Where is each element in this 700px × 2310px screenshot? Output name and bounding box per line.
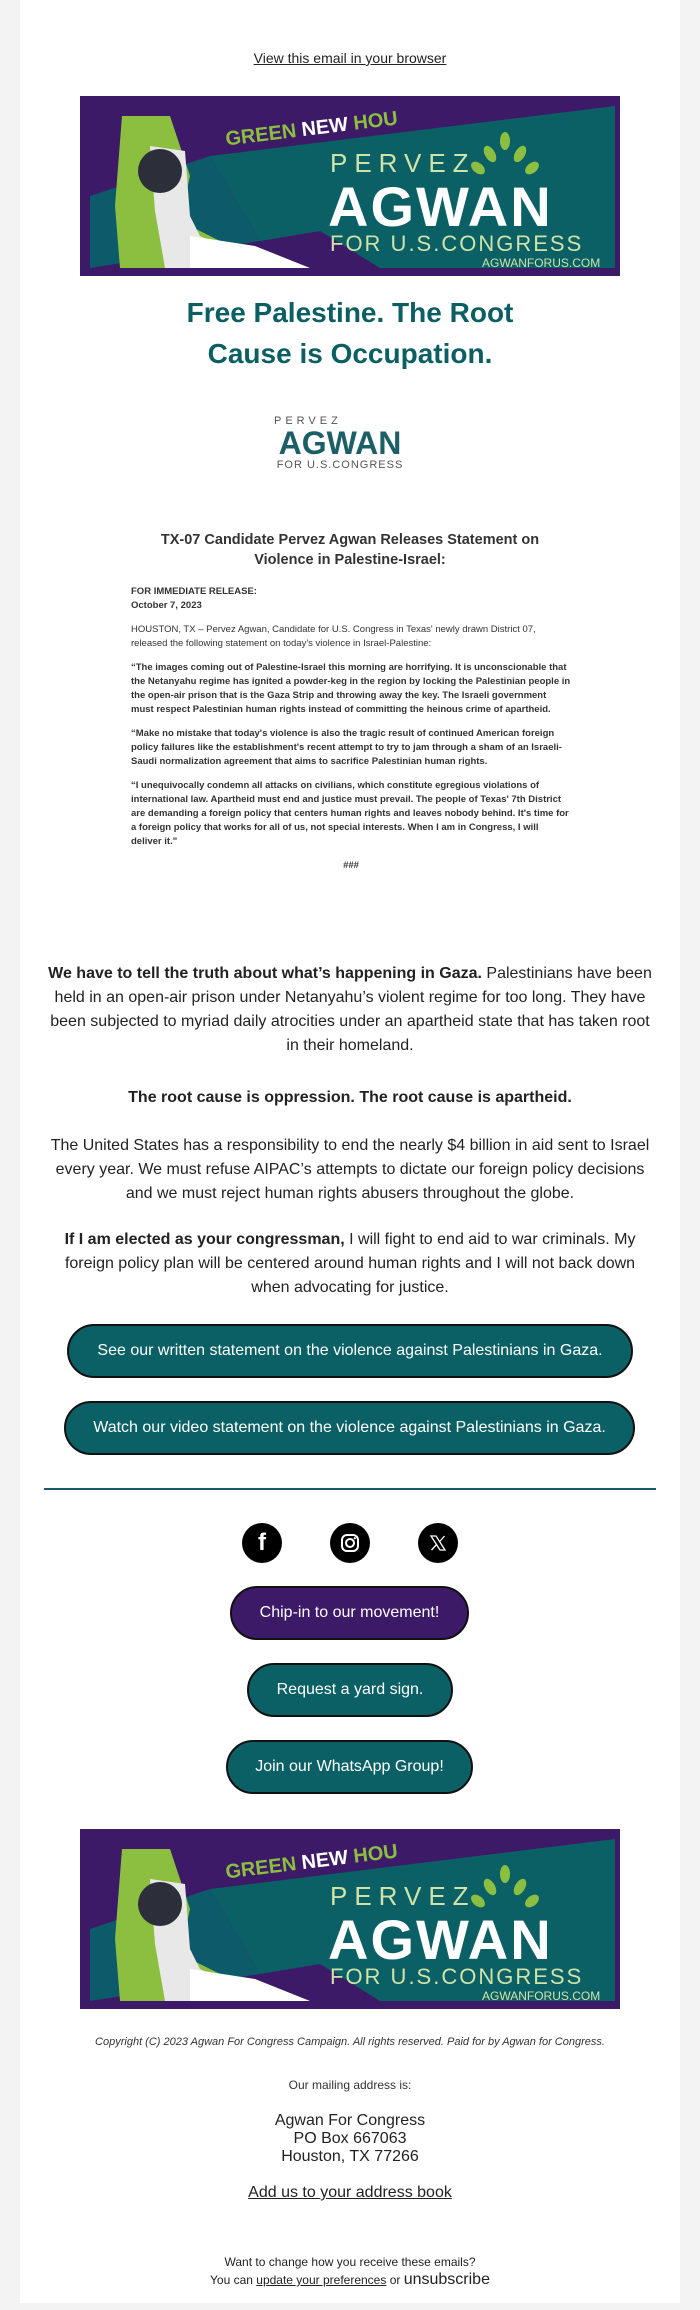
release-label: FOR IMMEDIATE RELEASE: [131,586,257,597]
address-line: Agwan For Congress [274,2112,426,2129]
banner-subtitle: FOR U.S.CONGRESS [330,231,584,256]
address-line: Houston, TX 77266 [281,2148,419,2165]
facebook-icon[interactable]: f [242,1523,282,1563]
campaign-banner-footer [80,1829,620,2009]
press-release-logo [270,415,410,471]
slogan-new: NEW [300,1846,350,1875]
slogan-new: NEW [300,113,350,142]
copyright: Copyright (C) 2023 Agwan For Congress Campaign. All rights reserved. Paid for by Agwan for Congress. [95,2036,605,2048]
mailing-address [0,2112,700,2166]
logo-last: AGWAN [278,425,402,461]
address-line: PO Box 667063 [293,2130,407,2147]
press-release-body [131,585,571,873]
paragraph-elected [44,1228,656,1300]
written-statement-button[interactable]: See our written statement on the violence against Palestinians in Gaza. [67,1324,633,1378]
update-preferences-link[interactable]: update your preferences [256,2273,387,2287]
change-prompt: Want to change how you receive these emails? [224,2255,476,2269]
banner-last-name: AGWAN [328,175,553,238]
release-date: October 7, 2023 [131,600,202,611]
paragraph-text: I will fight to end aid to war criminals. My foreign policy plan will be centered around human rights and I will not back down when advocating for justice. [64,1231,636,1296]
video-statement-button[interactable]: Watch our video statement on the violence against Palestinians in Gaza. [64,1401,635,1455]
release-quote: “Make no mistake that today's violence is also the tragic result of continued American foreign policy failures like the establishment's recent attempt to try to jam through a sham of an Israeli-Saudi normalization agreement that aims to sacrifice Palestinian human rights. [131,728,562,767]
header [0,50,700,66]
divider [44,1488,656,1490]
mailing-label: Our mailing address is: [288,2078,412,2092]
paragraph-gaza [44,962,656,1058]
paragraph-bold: We have to tell the truth about what’s happening in Gaza. [48,965,482,982]
headline: Free Palestine. The Root Cause is Occupation. [186,297,514,369]
instagram-icon[interactable] [330,1523,370,1563]
press-release-title: TX-07 Candidate Pervez Agwan Releases Statement on Violence in Palestine-Israel: [160,532,540,568]
banner-last-name: AGWAN [328,1908,553,1971]
release-quote: “The images coming out of Palestine-Israel this morning are horrifying. It is unconscionable that the Netanyahu regime has ignited a powder-keg in the region by locking the Palestinian people in the open-air prison that is the Gaza Strip and throwing away the key. The Israeli government must respect Palestinian human rights instead of committing the heinous crime of apartheid. [131,662,571,715]
campaign-banner [80,96,620,276]
paragraph-bold: If I am elected as your congressman, [64,1231,345,1248]
x-icon[interactable] [418,1523,458,1563]
view-in-browser-link[interactable]: View this email in your browser [253,50,447,66]
banner-url: AGWANFORUS.COM [482,1989,601,2003]
slogan-hou: HOU [352,1840,400,1868]
unsubscribe-link[interactable]: unsubscribe [403,2271,490,2288]
paragraph-aid: The United States has a responsibility to end the nearly $4 billion in aid sent to Israel every year. We must refuse AIPAC’s attempts to dictate our foreign policy decisions and we must reject human rights abusers throughout the globe. [50,1137,650,1202]
slogan-green: GREEN [224,119,298,151]
you-can-text: You can [210,2273,257,2287]
slogan-green: GREEN [224,1852,298,1884]
paragraph-text: Palestinians have been held in an open-air prison under Netanyahu’s violent regime for too long. They have been subjected to myriad daily atrocities under an apartheid state that has taken root in their homeland. [50,965,652,1054]
release-quote: “I unequivocally condemn all attacks on civilians, which constitute egregious violations of international law. Apartheid must end and justice must prevail. The people of Texas' 7th District are demanding a foreign policy that centers human rights and leaves nobody behind. It's time for a foreign policy that works for all of us, not special interests. When I am in Congress, I will deliver it." [131,780,569,847]
logo-sub: FOR U.S.CONGRESS [276,459,404,471]
banner-url: AGWANFORUS.COM [482,256,601,270]
whatsapp-button[interactable]: Join our WhatsApp Group! [226,1740,473,1794]
end-mark: ### [343,860,359,871]
or-text: or [386,2273,404,2287]
banner-first-name: PERVEZ [330,1881,476,1911]
paragraph-root-cause: The root cause is oppression. The root cause is apartheid. [128,1089,572,1106]
yard-sign-button[interactable]: Request a yard sign. [247,1663,453,1717]
chip-in-button[interactable]: Chip-in to our movement! [230,1586,469,1640]
logo-first: PERVEZ [274,415,342,427]
preferences-line [0,2271,700,2289]
banner-subtitle: FOR U.S.CONGRESS [330,1964,584,1989]
release-intro: HOUSTON, TX – Pervez Agwan, Candidate for U.S. Congress in Texas' newly drawn District 07, released the following statement on today's violence in Israel-Palestine: [131,624,536,649]
slogan-hou: HOU [352,107,400,135]
banner-first-name: PERVEZ [330,148,476,178]
add-to-address-book-link[interactable]: Add us to your address book [248,2184,452,2201]
